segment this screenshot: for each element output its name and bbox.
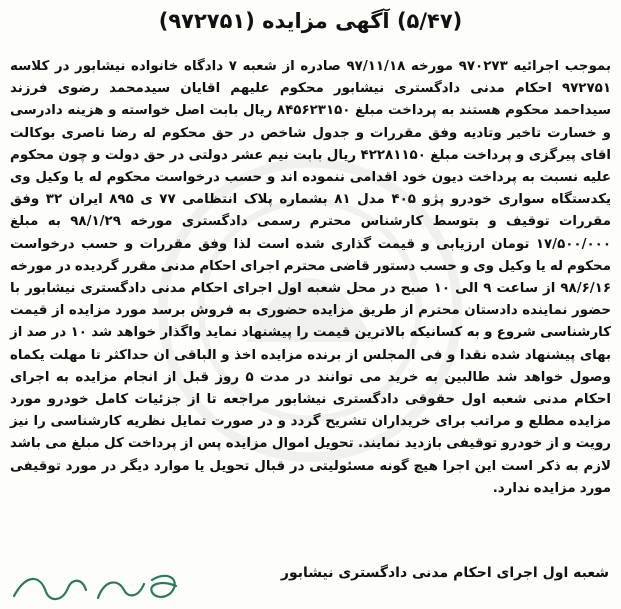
issuer-signature: شعبه اول اجرای احکام مدنی دادگستری نیشابور xyxy=(280,565,609,581)
notice-body: بموجب اجرائیه ۹۷۰۲۷۳ مورخه ۹۷/۱۱/۱۸ صادره از شعبه ۷ دادگاه خانواده نیشابور در کلاسه ۹۷۲۷۵۱ احکام مدنی دادگستری نیشابور محکوم علیهم اقایان سیدمحمد رضوی فرزند سیداحمد محکوم هستند به پرداخت مبلغ ۸۴۵۶۲۳۱۵۰ ریال بابت اصل خواسته و هزینه دادرسی و خسارت تاخیر وتادیه وفق مقررات و جدول شاخص در حق محکوم له رضا ناصری بوکالت اقای پیرگزی و پرداخت مبلغ ۴۲۲۸۱۱۵۰ ریال بابت نیم عشر دولتی در حق دولت و چون محکوم علیه نسبت به پرداخت دیون خود اقدامی ننموده اند و حسب درخواست محکوم له یا وکیل وی یکدستگاه سواری خودرو پژو ۴۰۵ مدل ۸۱ بشماره پلاک انتظامی ۷۷ ی ۸۹۵ ایران ۳۲ وفق مقررات توقیف و بتوسط کارشناس محترم رسمی دادگستری مورخه ۹۸/۱/۲۹ به مبلغ ۱۷/۵۰۰/۰۰۰ تومان ارزیابی و قیمت گذاری شده است لذا وفق مقررات و حسب درخواست محکوم له یا وکیل وی و حسب دستور قاضی محترم اجرای احکام مدنی مقرر گردیده در مورخه ۹۸/۶/۱۶ از ساعت ۹ الی ۱۰ صبح در محل شعبه اول اجرای احکام مدنی دادگستری نیشابور با حضور نماینده دادستان محترم از طریق مزایده حضوری به فروش برسد مورد مزایده از قیمت کارشناسی شروع و به کسانیکه بالاترین قیمت را پیشنهاد نماید واگذار خواهد شد ۱۰ در صد از بهای پیشنهاد شده نقدا و فی المجلس از برنده مزایده اخذ و الباقی ان حداکثر تا مهلت یکماه وصول خواهد شد طالبین به خرید می توانند در مدت ۵ روز قبل از انجام مزایده به اجرای احکام مدنی شعبه اول حقوقی دادگستری نیشابور مراجعه تا از جزئیات کامل خودرو مورد مزایده مطلع و مراتب برای خریداران تشریح گردد و در صورت تمایل نظریه کارشناسی را نیز رویت و از خودرو توقیفی بازدید نمایند. تحویل اموال مزایده پس از پرداخت کل مبلغ می باشد لازم به ذکر است این اجرا هیچ گونه مسئولیتی در قبال تحویل یا موارد دیگر در مورد توقیفی مورد مزایده ندارد. xyxy=(10,59,612,496)
handwritten-note xyxy=(6,566,186,608)
notice-title: (۵/۴۷) آگهی مزایده (۹۷۲۷۵۱) xyxy=(158,9,463,33)
